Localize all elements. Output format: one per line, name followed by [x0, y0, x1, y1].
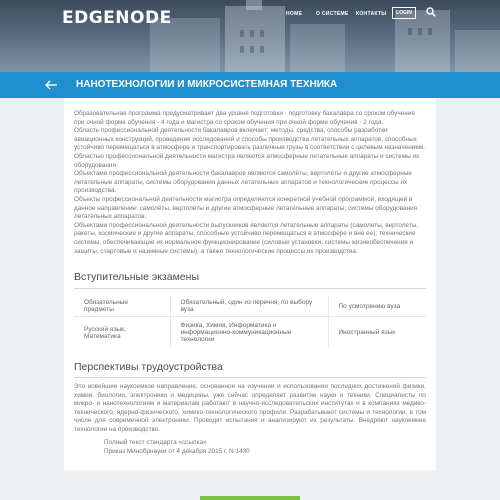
title-bar: [0, 72, 500, 98]
table-row: [74, 317, 426, 348]
section-divider: [74, 377, 426, 378]
standard-reference: [104, 439, 250, 456]
table-cell: Русский язык, Математика: [74, 317, 170, 348]
nav-about[interactable]: О СИСТЕМЕ: [316, 11, 349, 17]
content-card: [64, 98, 436, 470]
search-icon[interactable]: [426, 7, 436, 17]
logo[interactable]: EDGENODE: [62, 8, 172, 28]
nav-home[interactable]: HOME: [286, 11, 303, 17]
building-window: [250, 46, 254, 53]
building-window: [260, 30, 264, 37]
exams-table: [74, 296, 426, 348]
building-window: [260, 46, 264, 53]
login-button[interactable]: LOGIN: [392, 7, 416, 19]
building-silhouette: [455, 30, 500, 72]
careers-text: Это новейшее наукоемкое направление, основанное на изучении и использовании последних достижений физики, химии, биологии, электроники и медицины, уже сейчас определяет развитие науки и техники. Специалисты по микро- и нанотехнологиям и материалам работают в научно-исследовательских институтах и в компаниях медико-технического, ядерно-физического, химико-технологического профиля. Разрабатывают системы и технологии, в том числе для современной электроники. Проводят испытания и анализируют их результаты. Внедряют наукоемкие технологии на производство.: [74, 383, 426, 433]
standard-link[interactable]: Полный текст стандарта «ссылка»: [104, 439, 207, 446]
description-paragraph: Объектами профессиональной деятельности бакалавров являются самолёты, вертолёты и другие атмосферные летательные аппараты, системы оборудования данных летательных аппаратов и технологические процессы их производства.: [74, 170, 412, 195]
table-cell: Обязательный, один из перечня, по выбору вуза: [170, 296, 328, 317]
program-description: [74, 110, 426, 256]
careers-title: Перспективы трудоустройства: [74, 361, 223, 373]
description-paragraph: Область профессиональной деятельности бакалавров включает: методы, средства, способы разработки авиационных конструкций, проведение исследований и способы производства летательных аппаратов, способных устойчиво перемещаться в атмосфере и транспортировать различные грузы в соответствии с целевым назначением.: [74, 127, 426, 152]
description-paragraph: Объектами профессиональной деятельности выпускников являются летательные аппараты (самолеты, вертолеты, ракеты, космические и другие аппараты, способные устойчиво перемещаться в атмосфере и вне ее); технические системы, обеспечивающие их нормальное функционирование (силовые установки, системы жизнеобеспечения и защиты, стартовые и наземные системы), а также технологические процессы их производства.: [74, 221, 419, 255]
building-window: [418, 28, 422, 35]
description-paragraph: Областью профессиональной деятельности магистра являются атмосферные летательные аппараты и системы их оборудования.: [74, 152, 420, 169]
description-paragraph: Объекты профессиональной деятельности магистра определяются конкретной учебной программой, входящей в данное направление: самолёты, вертолёты и другие атмосферные летательные аппараты; системы оборудования летательных аппаратов.: [74, 195, 418, 221]
building-window: [408, 28, 412, 35]
standard-order: Приказ Минобрнауки от 4 декабря 2015 г. N 1430: [104, 447, 250, 455]
page-title: НАНОТЕХНОЛОГИИ И МИКРОСИСТЕМНАЯ ТЕХНИКА: [76, 79, 338, 90]
exams-title: Вступительные экзамены: [74, 271, 199, 283]
section-divider: [74, 288, 426, 289]
building-window: [240, 46, 244, 53]
building-window: [240, 30, 244, 37]
building-window: [428, 28, 432, 35]
arrow-left-icon[interactable]: [44, 78, 58, 92]
building-silhouette: [225, 6, 285, 72]
table-cell: Физика, Химия, Информатика и информационно-коммуникационные технологии: [170, 317, 328, 348]
header-hero: [0, 0, 500, 72]
table-cell: Иностранный язык: [338, 329, 396, 337]
building-silhouette: [290, 24, 345, 72]
nav-contacts[interactable]: КОНТАКТЫ: [356, 11, 387, 17]
description-paragraph: Образовательная программа предусматривает два уровня подготовки - подготовку бакалавра со сроком обучения при очной форме обучения - 4 года и магистра со сроком обучения при очной форме обучения - 2 года.: [74, 110, 415, 126]
building-spire: [246, 0, 262, 10]
table-row: [74, 296, 426, 317]
building-window: [250, 30, 254, 37]
bottom-accent-bar: [200, 496, 300, 500]
building-silhouette: [395, 10, 450, 72]
table-cell: Обязательные предметы: [74, 296, 170, 317]
table-cell: По усмотрению вуза: [328, 296, 426, 317]
